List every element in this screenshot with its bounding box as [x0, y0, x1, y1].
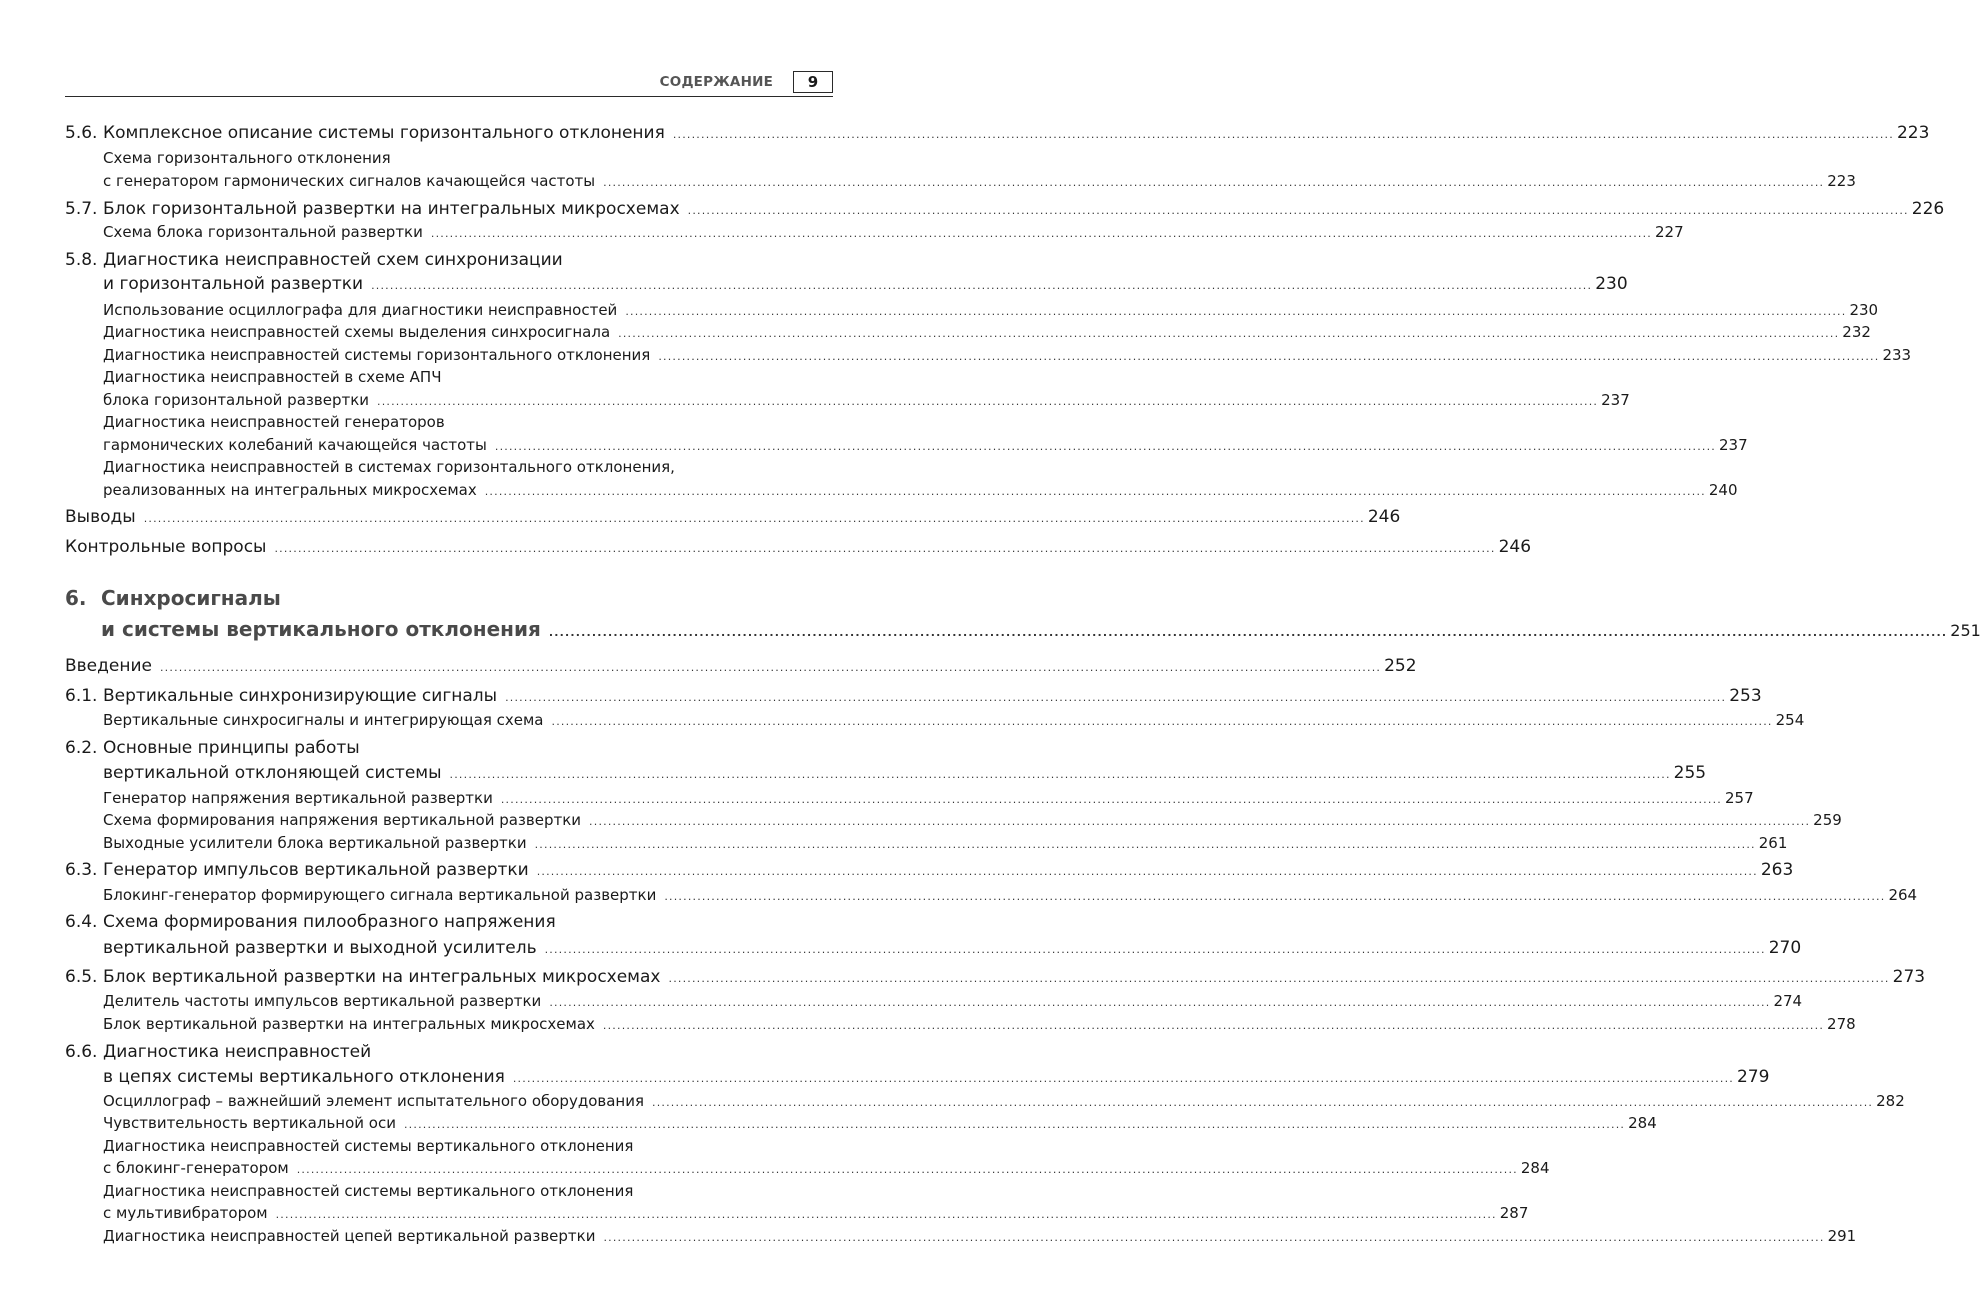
toc-entry-title: и горизонтальной развертки — [103, 274, 364, 294]
toc-entry-title: Диагностика неисправностей системы вертикального отклонения — [103, 1137, 634, 1155]
toc-entry — [65, 321, 1871, 343]
toc-entry-page: 237 — [1601, 391, 1630, 409]
dot-leader: .................................................................................................................................................................................................................................................................... — [275, 1208, 1497, 1221]
toc-entry-title: Диагностика неисправностей — [103, 1042, 372, 1062]
toc-entry-title: Диагностика неисправностей схемы выделения синхросигнала — [103, 323, 611, 341]
toc-entry-title: Диагностика неисправностей генераторов — [103, 413, 445, 431]
dot-leader: .................................................................................................................................................................................................................................................................... — [664, 890, 1886, 903]
toc-entry-title: Схема блока горизонтальной развертки — [103, 223, 423, 241]
toc-entry — [65, 389, 1630, 411]
page-number: 9 — [793, 71, 833, 93]
toc-entry-page: 246 — [1367, 507, 1401, 527]
dot-leader: .................................................................................................................................................................................................................................................................... — [274, 542, 1496, 555]
toc-entry-title: Схема формирования пилообразного напряжения — [103, 912, 556, 932]
dot-leader: .................................................................................................................................................................................................................................................................... — [403, 1118, 1626, 1131]
toc-entry-page: 237 — [1719, 436, 1748, 454]
toc-entry-title: Введение — [65, 656, 152, 676]
toc-entry-title: вертикальной отклоняющей системы — [103, 763, 442, 783]
toc-entry — [65, 456, 833, 478]
toc-entry-page: 259 — [1813, 811, 1842, 829]
toc-entry-page: 230 — [1849, 301, 1879, 319]
toc-entry-number: 6.3. — [65, 860, 98, 880]
toc-entry — [65, 1090, 1905, 1112]
dot-leader: .................................................................................................................................................................................................................................................................... — [296, 1163, 1518, 1176]
toc-entry-page: 270 — [1768, 938, 1802, 958]
toc-entry-page: 223 — [1896, 123, 1930, 143]
toc-entry-page: 291 — [1827, 1227, 1857, 1245]
dot-leader: .................................................................................................................................................................................................................................................................... — [430, 227, 1652, 240]
toc-entry — [65, 299, 1879, 321]
toc-entry — [65, 911, 833, 933]
toc-entry-page: 279 — [1736, 1067, 1770, 1087]
toc-entry-title: Делитель частоты импульсов вертикальной развертки — [103, 992, 542, 1010]
toc-entry-page: 284 — [1520, 1159, 1550, 1177]
toc-entry-page: 287 — [1499, 1204, 1529, 1222]
toc-entry-title: Осциллограф – важнейший элемент испытательного оборудования — [103, 1092, 644, 1110]
toc-entry-title: Блок вертикальной развертки на интегральных микросхемах — [103, 1015, 595, 1033]
dot-leader: .................................................................................................................................................................................................................................................................... — [505, 691, 1727, 704]
toc-entry-title: Диагностика неисправностей схем синхронизации — [103, 250, 563, 270]
toc-entry-title: с мультивибратором — [103, 1204, 268, 1222]
toc-entry-title: Диагностика неисправностей системы горизонтального отклонения — [103, 346, 651, 364]
toc-entry — [65, 585, 833, 611]
dot-leader: .................................................................................................................................................................................................................................................................... — [603, 1231, 1825, 1244]
toc-entry — [65, 170, 1856, 192]
toc-entry — [65, 434, 1748, 456]
toc-entry — [65, 737, 833, 759]
dot-leader: .................................................................................................................................................................................................................................................................... — [589, 815, 1811, 828]
toc-entry-title: Основные принципы работы — [103, 738, 360, 758]
toc-entry-page: 254 — [1775, 711, 1805, 729]
toc-entry-page: 226 — [1911, 199, 1945, 219]
toc-entry — [65, 273, 1628, 295]
dot-leader: .................................................................................................................................................................................................................................................................... — [687, 204, 1909, 217]
toc-entry-page: 261 — [1758, 834, 1788, 852]
toc-entry-title: Вертикальные синхросигналы и интегрирующая схема — [103, 711, 544, 729]
dot-leader: .................................................................................................................................................................................................................................................................... — [159, 661, 1382, 674]
dot-leader: .................................................................................................................................................................................................................................................................... — [500, 793, 1722, 806]
toc-entry — [65, 506, 1401, 528]
toc-entry — [65, 809, 1842, 831]
toc-entry-page: 232 — [1842, 323, 1871, 341]
toc-entry-title: Блокинг-генератор формирующего сигнала вертикальной развертки — [103, 886, 657, 904]
running-head — [65, 72, 833, 97]
toc-entry — [65, 1225, 1857, 1247]
toc-entry — [65, 221, 1684, 243]
toc-entry-page: 246 — [1498, 537, 1532, 557]
toc-entry-title: Использование осциллографа для диагностики неисправностей — [103, 301, 618, 319]
toc-entry-title: в цепях системы вертикального отклонения — [103, 1067, 505, 1087]
toc-entry — [65, 884, 1918, 906]
toc-entry — [65, 1202, 1529, 1224]
toc-entry — [65, 344, 1912, 366]
toc-entry-page: 255 — [1673, 763, 1707, 783]
toc-entry — [65, 249, 833, 271]
dot-leader: .................................................................................................................................................................................................................................................................... — [652, 1096, 1874, 1109]
dot-leader: .................................................................................................................................................................................................................................................................... — [544, 943, 1766, 956]
toc-entry — [65, 762, 1707, 784]
toc-entry — [65, 1112, 1657, 1134]
toc-entry — [65, 1066, 1770, 1088]
toc-entry — [65, 198, 1945, 220]
dot-leader: .................................................................................................................................................................................................................................................................... — [618, 327, 1840, 340]
toc-entry-title: Блок горизонтальной развертки на интегральных микросхемах — [103, 199, 680, 219]
toc-entry-title: Диагностика неисправностей в системах горизонтального отклонения, — [103, 458, 675, 476]
toc-entry-title: Комплексное описание системы горизонтального отклонения — [103, 123, 665, 143]
toc-entry — [65, 859, 1794, 881]
dot-leader: .................................................................................................................................................................................................................................................................... — [494, 440, 1717, 453]
dot-leader: .................................................................................................................................................................................................................................................................... — [484, 485, 1706, 498]
toc-entry-number: 6.2. — [65, 738, 98, 758]
dot-leader: .................................................................................................................................................................................................................................................................... — [668, 972, 1890, 985]
toc-entry — [65, 536, 1532, 558]
toc-entry-title: гармонических колебаний качающейся частоты — [103, 436, 487, 454]
toc-entry-number: 6.6. — [65, 1042, 98, 1062]
toc-entry — [65, 411, 833, 433]
toc-entry-title: Диагностика неисправностей системы вертикального отклонения — [103, 1182, 634, 1200]
toc-entry-number: 5.6. — [65, 123, 98, 143]
toc-entry-page: 252 — [1384, 656, 1417, 676]
toc-entry — [65, 966, 1926, 988]
toc-entry-number: 5.8. — [65, 250, 98, 270]
toc-entry-title: Контрольные вопросы — [65, 537, 267, 557]
toc-entry-page: 257 — [1724, 789, 1754, 807]
toc-entry-page: 282 — [1876, 1092, 1905, 1110]
dot-leader: .................................................................................................................................................................................................................................................................... — [625, 305, 1847, 318]
toc-entry-page: 233 — [1882, 346, 1912, 364]
dot-leader: .................................................................................................................................................................................................................................................................... — [512, 1072, 1734, 1085]
toc-entry — [65, 479, 1738, 501]
toc-entry-number: 5.7. — [65, 199, 98, 219]
dot-leader: .................................................................................................................................................................................................................................................................... — [536, 865, 1758, 878]
dot-leader: .................................................................................................................................................................................................................................................................... — [534, 838, 1756, 851]
toc-entry — [65, 655, 1417, 677]
toc-entry-page: 251 — [1950, 621, 1981, 640]
dot-leader: .................................................................................................................................................................................................................................................................... — [143, 512, 1365, 525]
toc-entry — [65, 366, 833, 388]
toc-entry-title: Диагностика неисправностей цепей вертикальной развертки — [103, 1227, 596, 1245]
toc-entry — [65, 1157, 1550, 1179]
toc-entry-title: реализованных на интегральных микросхемах — [103, 481, 477, 499]
toc-entry-page: 274 — [1773, 992, 1803, 1010]
dot-leader: .................................................................................................................................................................................................................................................................... — [377, 395, 1599, 408]
toc-entry-title: Генератор импульсов вертикальной развертки — [103, 860, 529, 880]
toc-entry-title: Вертикальные синхронизирующие сигналы — [103, 686, 498, 706]
dot-leader: .................................................................................................................................................................................................................................................................... — [371, 279, 1593, 292]
toc-entry-title: и системы вертикального отклонения — [101, 617, 541, 641]
toc-entry — [65, 709, 1805, 731]
toc-entry-page: 264 — [1888, 886, 1918, 904]
toc-entry — [65, 1041, 833, 1063]
toc-entry-title: Блок вертикальной развертки на интегральных микросхемах — [103, 967, 661, 987]
toc-entry — [65, 990, 1803, 1012]
toc-entry — [65, 937, 1802, 959]
toc-entry-title: с блокинг-генератором — [103, 1159, 289, 1177]
dot-leader: .................................................................................................................................................................................................................................................................... — [672, 128, 1894, 141]
toc-entry-title: Диагностика неисправностей в схеме АПЧ — [103, 368, 442, 386]
toc-entry-title: Схема горизонтального отклонения — [103, 149, 391, 167]
dot-leader: .................................................................................................................................................................................................................................................................... — [551, 715, 1773, 728]
dot-leader: .................................................................................................................................................................................................................................................................... — [548, 626, 1948, 639]
toc-entry-page: 230 — [1595, 274, 1628, 294]
toc-entry-page: 227 — [1655, 223, 1684, 241]
toc-entry-page: 284 — [1628, 1114, 1657, 1132]
toc-entry — [65, 1180, 833, 1202]
toc-entry-number: 6.1. — [65, 686, 98, 706]
toc-entry-page: 263 — [1760, 860, 1794, 880]
toc-entry-title: блока горизонтальной развертки — [103, 391, 370, 409]
toc-entry-title: с генератором гармонических сигналов качающейся частоты — [103, 172, 596, 190]
toc-entry-title: вертикальной развертки и выходной усилитель — [103, 938, 537, 958]
toc-entry-number: 6.5. — [65, 967, 98, 987]
toc-entry-number: 6. — [65, 586, 87, 610]
toc-entry-title: Чувствительность вертикальной оси — [103, 1114, 396, 1132]
toc-entry — [65, 1135, 833, 1157]
toc-entry-title: Выходные усилители блока вертикальной развертки — [103, 834, 527, 852]
dot-leader: .................................................................................................................................................................................................................................................................... — [449, 768, 1671, 781]
toc-entry-title: Синхросигналы — [101, 586, 281, 610]
toc-entry-page: 240 — [1708, 481, 1738, 499]
toc-entry-page: 273 — [1892, 967, 1926, 987]
toc-entry-title: Схема формирования напряжения вертикальной развертки — [103, 811, 582, 829]
dot-leader: .................................................................................................................................................................................................................................................................... — [602, 1019, 1825, 1032]
toc-entry — [65, 787, 1754, 809]
toc-entry — [65, 1013, 1856, 1035]
running-head-title: СОДЕРЖАНИЕ — [659, 74, 773, 90]
dot-leader: .................................................................................................................................................................................................................................................................... — [603, 176, 1825, 189]
toc-entry — [65, 616, 1981, 642]
toc-entry — [65, 147, 833, 169]
dot-leader: .................................................................................................................................................................................................................................................................... — [658, 350, 1880, 363]
toc-entry — [65, 122, 1930, 144]
toc-entry-title: Выводы — [65, 507, 136, 527]
toc-entry — [65, 685, 1762, 707]
toc-entry-page: 278 — [1827, 1015, 1856, 1033]
toc-entry-number: 6.4. — [65, 912, 98, 932]
toc-entry — [65, 832, 1788, 854]
dot-leader: .................................................................................................................................................................................................................................................................... — [549, 996, 1771, 1009]
toc-entry-title: Генератор напряжения вертикальной развертки — [103, 789, 493, 807]
toc-entry-page: 253 — [1729, 686, 1762, 706]
toc-entry-page: 223 — [1827, 172, 1856, 190]
